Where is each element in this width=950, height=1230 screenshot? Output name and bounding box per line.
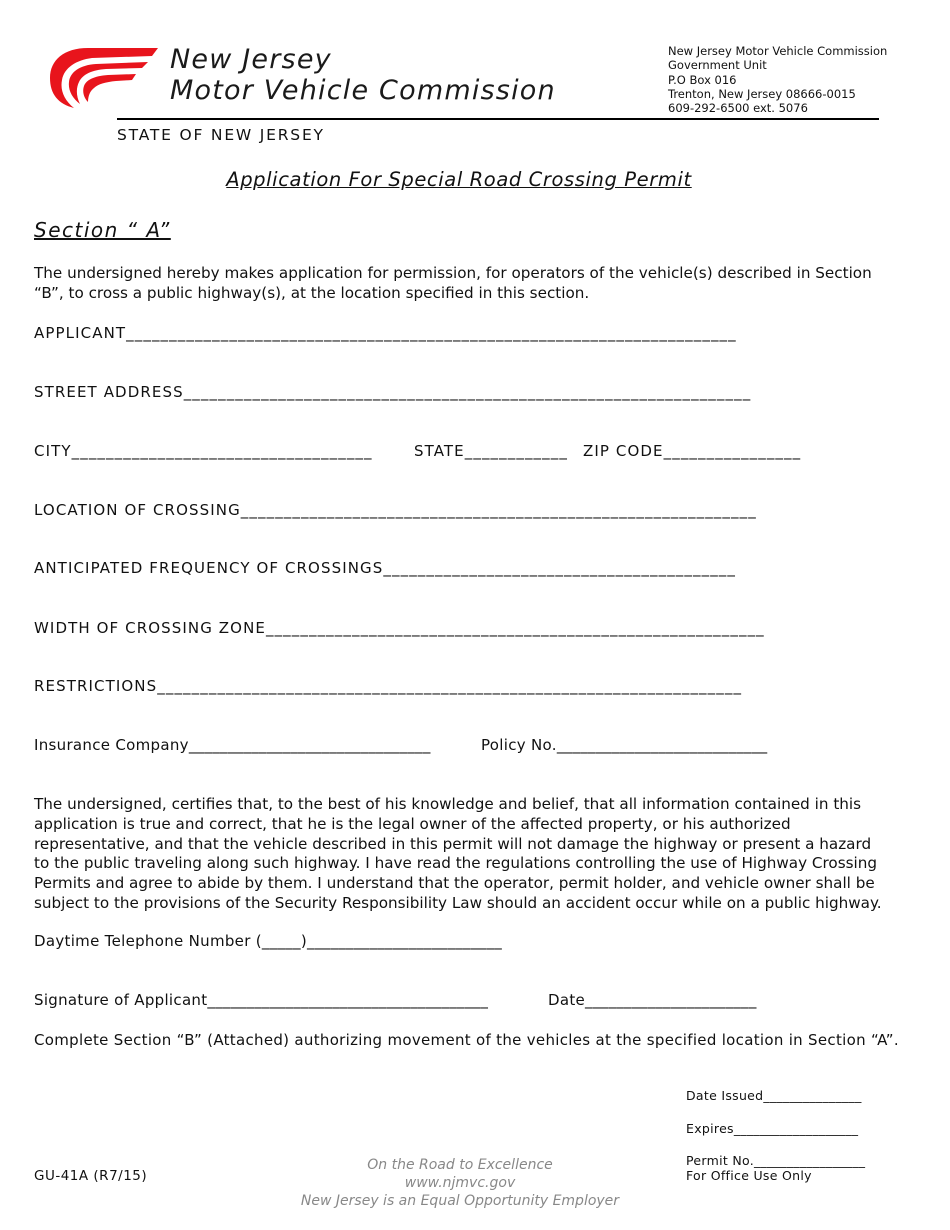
section-a-heading: Section “ A” [34,218,171,242]
header-divider [117,118,879,120]
applicant-field[interactable]: APPLICANT_______________________________________________________________________ [34,324,737,342]
anticipated-frequency-field[interactable]: ANTICIPATED FREQUENCY OF CROSSINGS_________________________________________ [34,559,736,577]
street-address-field[interactable]: STREET ADDRESS__________________________________________________________________ [34,383,752,401]
signature-field[interactable]: Signature of Applicant____________________________________ [34,991,489,1009]
agency-contact-block [668,44,887,115]
agency-name-line2: Motor Vehicle Commission [170,75,556,106]
contact-line: 609-292-6500 ext. 5076 [668,101,808,116]
daytime-telephone-field[interactable]: Daytime Telephone Number (_____)_________________________ [34,932,503,950]
agency-name [170,44,556,106]
contact-line: Government Unit [668,58,767,73]
certification-paragraph: The undersigned, certifies that, to the best of his knowledge and belief, that all information contained in this application is true and correct, that he is the legal owner of the affected property, or his authorized representative, and that the vehicle described in this permit will not damage the highway or present a hazard to the public traveling along such highway. I have read the regulations controlling the use of Highway Crossing Permits and agree to abide by them. I understand that the operator, permit holder, and vehicle owner shall be subject to the provisions of the Security Responsibility Law should an accident occur while on a public highway. [34,795,882,912]
signature-date-field[interactable]: Date______________________ [548,991,757,1009]
state-label: STATE OF NEW JERSEY [117,126,325,144]
footer-slogan: On the Road to Excellence [367,1157,553,1173]
contact-line: Trenton, New Jersey 08666-0015 [668,86,856,101]
form-title: Application For Special Road Crossing Permit [226,168,692,191]
office-use-label: For Office Use Only [686,1168,812,1183]
complete-section-b-note: Complete Section “B” (Attached) authorizing movement of the vehicles at the specified location in Section “A”. [34,1031,899,1049]
insurance-company-field[interactable]: Insurance Company_______________________________ [34,736,431,754]
intro-paragraph: The undersigned hereby makes application for permission, for operators of the vehicle(s) described in Section “B”, to cross a public highway(s), at the location specified in this section. [34,264,872,302]
permit-number-field[interactable]: Permit No._________________ [686,1153,866,1168]
expires-field[interactable]: Expires___________________ [686,1121,859,1136]
njmvc-logo [48,46,160,110]
city-field[interactable]: CITY___________________________________ [34,442,373,460]
state-field[interactable]: STATE____________ [414,442,568,460]
form-code: GU-41A (R7/15) [34,1168,148,1184]
agency-name-line1: New Jersey [170,44,332,75]
policy-number-field[interactable]: Policy No.___________________________ [481,736,768,754]
zip-code-field[interactable]: ZIP CODE________________ [583,442,802,460]
footer-url[interactable]: www.njmvc.gov [404,1175,516,1191]
contact-line: New Jersey Motor Vehicle Commission [668,44,888,58]
width-of-crossing-zone-field[interactable]: WIDTH OF CROSSING ZONE__________________________________________________________ [34,619,765,637]
footer-eoe: New Jersey is an Equal Opportunity Employer [300,1193,620,1209]
restrictions-field[interactable]: RESTRICTIONS____________________________________________________________________ [34,677,743,695]
date-issued-field[interactable]: Date Issued_______________ [686,1088,862,1103]
contact-line: P.O Box 016 [668,72,737,87]
location-of-crossing-field[interactable]: LOCATION OF CROSSING____________________________________________________________ [34,501,757,519]
